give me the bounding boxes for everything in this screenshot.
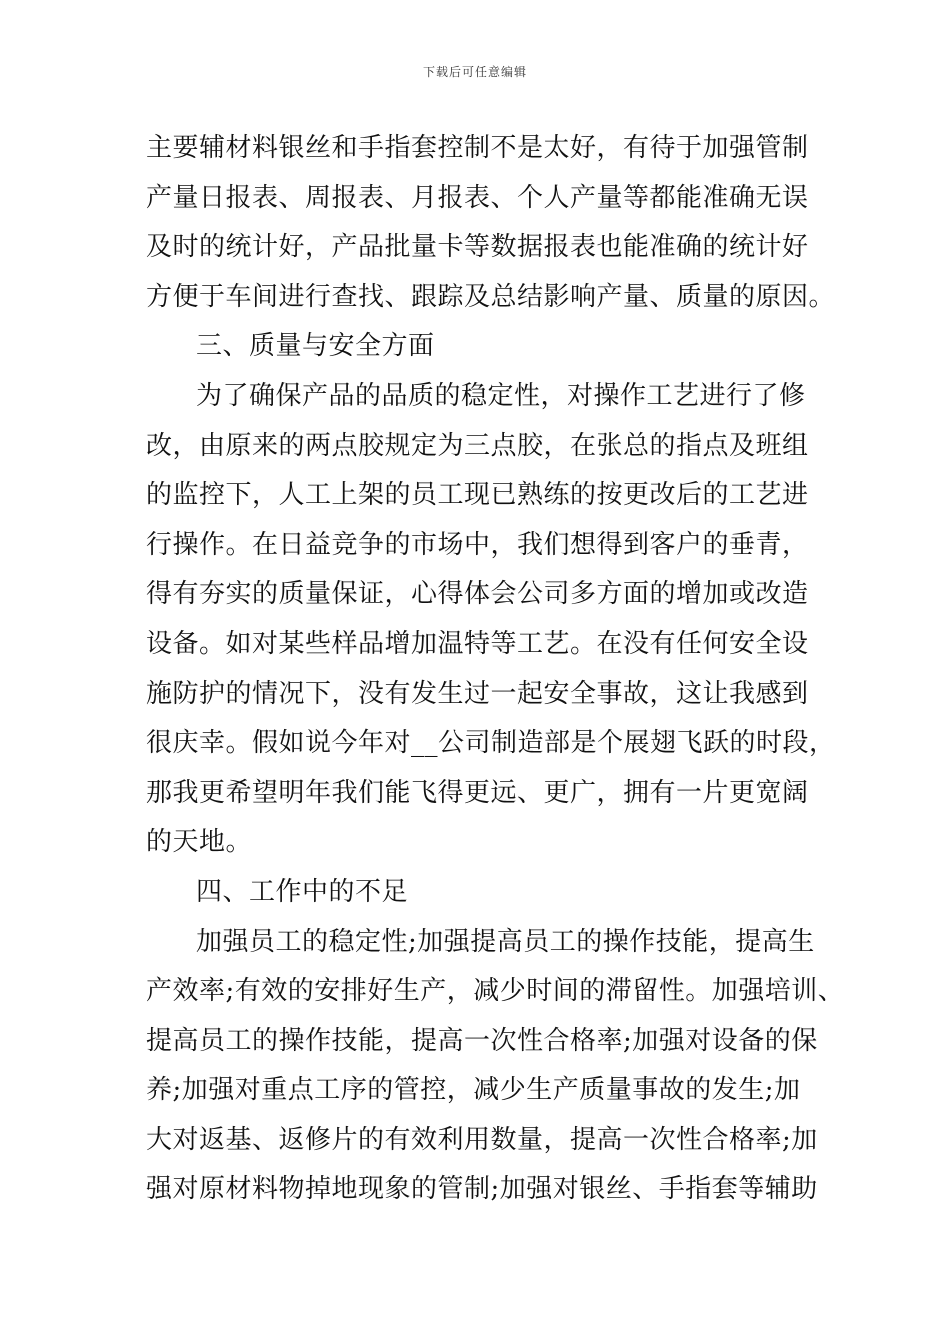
paragraph-line: 及时的统计好，产品批量卡等数据报表也能准确的统计好 [146,232,809,263]
paragraph-line: 大对返基、返修片的有效利用数量，提高一次性合格率;加 [146,1124,818,1155]
section-heading-quality-safety: 三、质量与安全方面 [196,331,435,362]
paragraph-line: 得有夯实的质量保证，心得体会公司多方面的增加或改造 [146,579,809,610]
paragraph-line: 行操作。在日益竞争的市场中，我们想得到客户的垂青， [146,529,809,560]
paragraph-line: 方便于车间进行查找、跟踪及总结影响产量、质量的原因。 [146,281,836,312]
paragraph-line: 设备。如对某些样品增加温特等工艺。在没有任何安全设 [146,628,809,659]
paragraph-line: 为了确保产品的品质的稳定性，对操作工艺进行了修 [196,380,806,411]
paragraph-line: 的天地。 [146,827,253,858]
paragraph-line: 很庆幸。假如说今年对__公司制造部是个展翅飞跃的时段， [146,728,836,759]
paragraph-line: 主要辅材料银丝和手指套控制不是太好，有待于加强管制 [146,133,809,163]
paragraph-line: 产效率;有效的安排好生产，减少时间的滞留性。加强培训、 [146,976,845,1007]
section-heading-shortcomings: 四、工作中的不足 [196,876,409,907]
paragraph-line: 的监控下，人工上架的员工现已熟练的按更改后的工艺进 [146,480,809,511]
paragraph-line: 强对原材料物掉地现象的管制;加强对银丝、手指套等辅助 [146,1174,818,1205]
page-header: 下载后可任意编辑 [422,65,527,79]
paragraph-line: 施防护的情况下，没有发生过一起安全事故，这让我感到 [146,678,809,709]
paragraph-line: 提高员工的操作技能，提高一次性合格率;加强对设备的保 [146,1025,818,1056]
document-body [146,124,845,1215]
paragraph-line: 加强员工的稳定性;加强提高员工的操作技能，提高生 [196,926,815,957]
paragraph-line: 产量日报表、周报表、月报表、个人产量等都能准确无误 [146,182,809,213]
paragraph-line: 改，由原来的两点胶规定为三点胶，在张总的指点及班组 [146,430,809,461]
paragraph-line: 那我更希望明年我们能飞得更远、更广，拥有一片更宽阔 [146,777,809,808]
paragraph-line: 养;加强对重点工序的管控，减少生产质量事故的发生;加 [146,1075,801,1106]
